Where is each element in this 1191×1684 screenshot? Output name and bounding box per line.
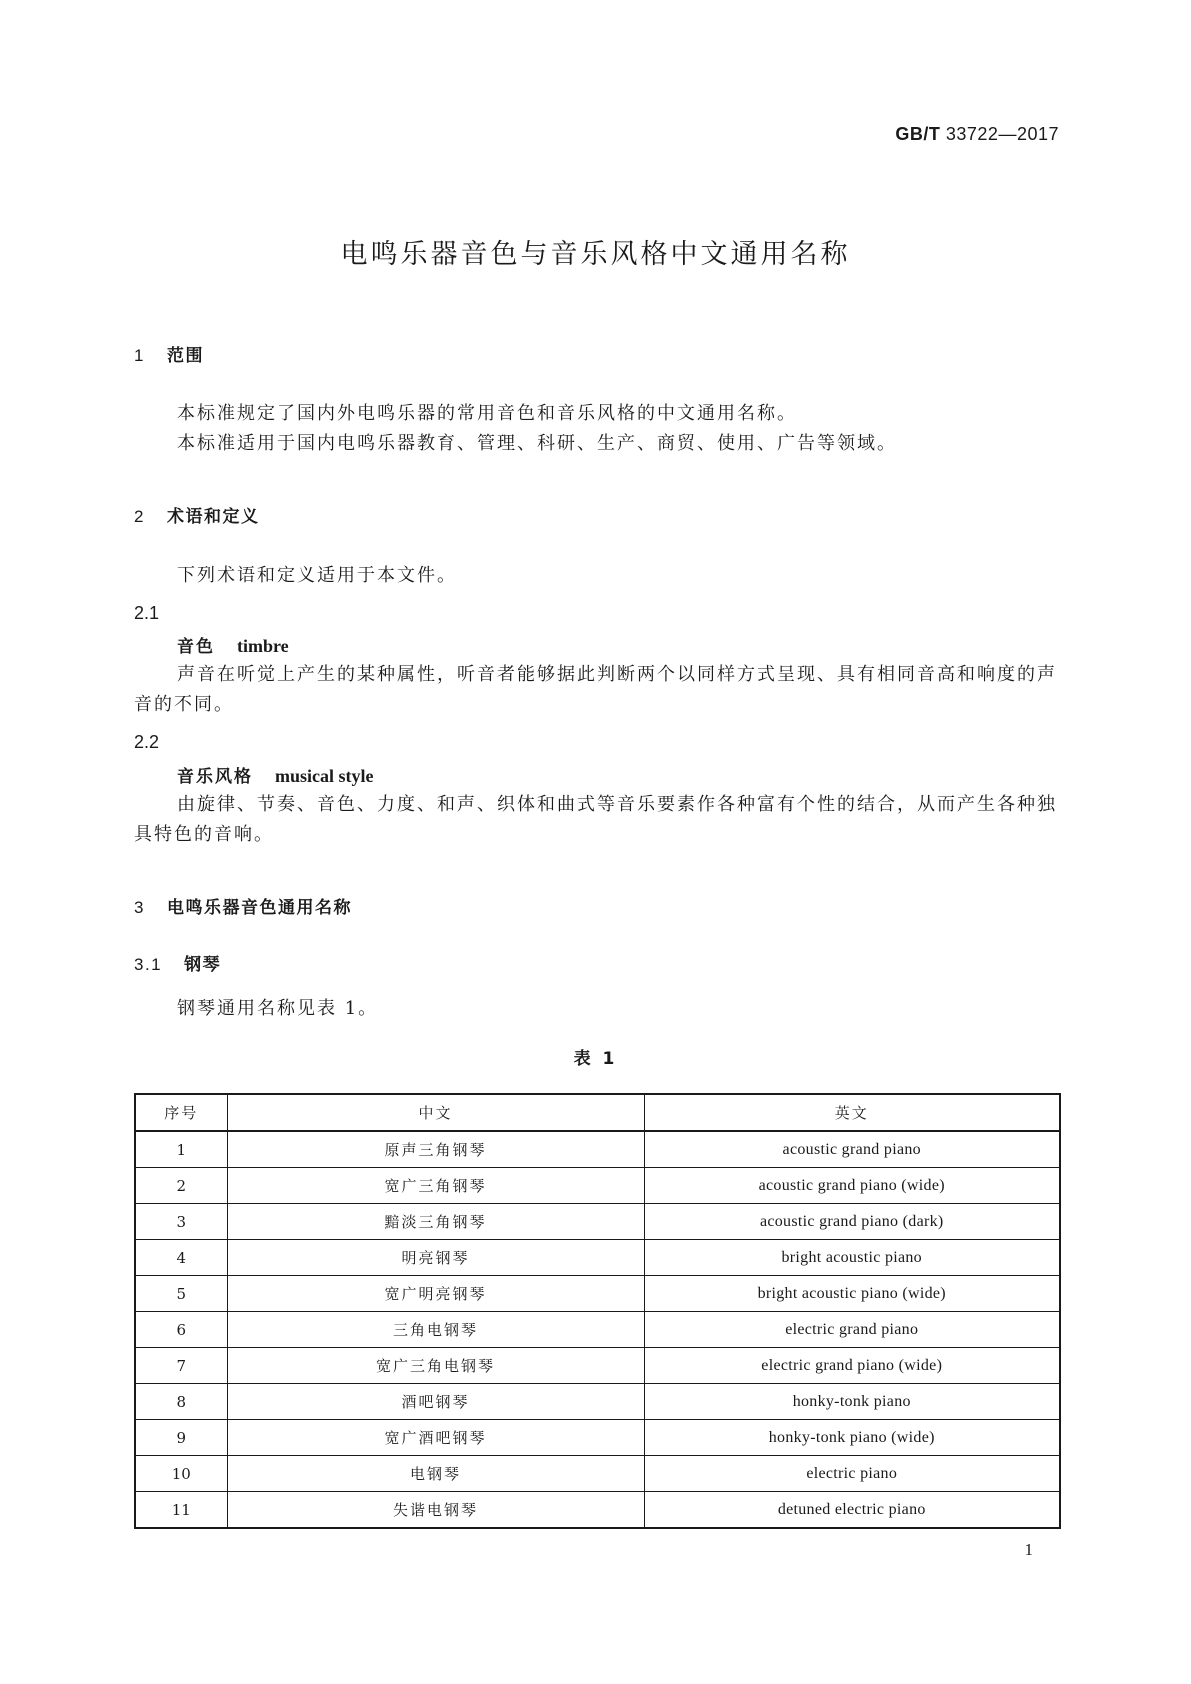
- table-row: [135, 1492, 1060, 1529]
- column-header: 英文: [644, 1094, 1060, 1131]
- table-row: [135, 1312, 1060, 1348]
- chinese-name: 三角电钢琴: [227, 1312, 644, 1348]
- column-header: 中文: [227, 1094, 644, 1131]
- clause-number: 2.2: [134, 732, 160, 752]
- standard-prefix: GB/T: [895, 124, 941, 144]
- chinese-name: 电钢琴: [227, 1456, 644, 1492]
- document-title: 电鸣乐器音色与音乐风格中文通用名称: [340, 239, 851, 270]
- section-number: 3.1: [134, 955, 163, 974]
- table-caption: 表 1: [573, 1049, 618, 1069]
- table-row: [135, 1348, 1060, 1384]
- table-row: [135, 1384, 1060, 1420]
- term-definition: 由旋律、节奏、音色、力度、和声、织体和曲式等音乐要素作各种富有个性的结合，从而产生各种独具特色的音响。: [134, 794, 1057, 845]
- english-name: honky-tonk piano: [644, 1384, 1060, 1420]
- row-number: 4: [135, 1240, 227, 1276]
- table-row: [135, 1131, 1060, 1168]
- chinese-name: 黯淡三角钢琴: [227, 1204, 644, 1240]
- table-row: [135, 1240, 1060, 1276]
- row-number: 9: [135, 1420, 227, 1456]
- chinese-name: 宽广明亮钢琴: [227, 1276, 644, 1312]
- row-number: 6: [135, 1312, 227, 1348]
- paragraph: 钢琴通用名称见表 1。: [177, 998, 379, 1019]
- piano-names-table: [134, 1093, 1061, 1529]
- column-header: 序号: [135, 1094, 227, 1131]
- row-number: 5: [135, 1276, 227, 1312]
- row-number: 11: [135, 1492, 227, 1529]
- row-number: 3: [135, 1204, 227, 1240]
- row-number: 10: [135, 1456, 227, 1492]
- term-english: musical style: [275, 766, 374, 786]
- chinese-name: 失谐电钢琴: [227, 1492, 644, 1529]
- table-row: [135, 1456, 1060, 1492]
- english-name: detuned electric piano: [644, 1492, 1060, 1529]
- term-chinese: 音乐风格: [177, 767, 253, 787]
- section-number: 3: [134, 898, 145, 917]
- english-name: electric piano: [644, 1456, 1060, 1492]
- chinese-name: 明亮钢琴: [227, 1240, 644, 1276]
- english-name: bright acoustic piano (wide): [644, 1276, 1060, 1312]
- chinese-name: 酒吧钢琴: [227, 1384, 644, 1420]
- section-3-heading: [134, 893, 352, 918]
- section-number: 1: [134, 346, 145, 365]
- term-chinese: 音色: [177, 637, 215, 657]
- chinese-name: 宽广三角电钢琴: [227, 1348, 644, 1384]
- row-number: 2: [135, 1168, 227, 1204]
- paragraph: 下列术语和定义适用于本文件。: [177, 565, 457, 586]
- english-name: acoustic grand piano (dark): [644, 1204, 1060, 1240]
- chinese-name: 原声三角钢琴: [227, 1131, 644, 1168]
- section-2-heading: [134, 502, 259, 527]
- table-row: [135, 1420, 1060, 1456]
- term-entry: [177, 762, 374, 787]
- section-title: 钢琴: [184, 955, 222, 975]
- standard-number: 33722—2017: [945, 124, 1059, 144]
- chinese-name: 宽广三角钢琴: [227, 1168, 644, 1204]
- table-header-row: [135, 1094, 1060, 1131]
- english-name: honky-tonk piano (wide): [644, 1420, 1060, 1456]
- section-1-heading: [134, 341, 204, 366]
- section-number: 2: [134, 507, 145, 526]
- table-row: [135, 1168, 1060, 1204]
- subsection-3-1-heading: [134, 950, 221, 975]
- section-title: 电鸣乐器音色通用名称: [166, 898, 352, 918]
- paragraph: 本标准适用于国内电鸣乐器教育、管理、科研、生产、商贸、使用、广告等领域。: [177, 433, 897, 454]
- page-number: 1: [1024, 1540, 1033, 1559]
- term-english: timbre: [237, 636, 289, 656]
- english-name: bright acoustic piano: [644, 1240, 1060, 1276]
- section-title: 范围: [166, 346, 204, 366]
- table-row: [135, 1276, 1060, 1312]
- table-row: [135, 1204, 1060, 1240]
- english-name: acoustic grand piano: [644, 1131, 1060, 1168]
- english-name: electric grand piano: [644, 1312, 1060, 1348]
- english-name: acoustic grand piano (wide): [644, 1168, 1060, 1204]
- row-number: 8: [135, 1384, 227, 1420]
- paragraph: 本标准规定了国内外电鸣乐器的常用音色和音乐风格的中文通用名称。: [177, 403, 797, 424]
- row-number: 1: [135, 1131, 227, 1168]
- section-title: 术语和定义: [166, 507, 260, 527]
- english-name: electric grand piano (wide): [644, 1348, 1060, 1384]
- row-number: 7: [135, 1348, 227, 1384]
- term-definition: 声音在听觉上产生的某种属性，听音者能够据此判断两个以同样方式呈现、具有相同音高和响度的声音的不同。: [134, 664, 1057, 715]
- term-entry: [177, 632, 289, 657]
- clause-number: 2.1: [134, 603, 160, 623]
- standard-code: [895, 124, 1059, 145]
- chinese-name: 宽广酒吧钢琴: [227, 1420, 644, 1456]
